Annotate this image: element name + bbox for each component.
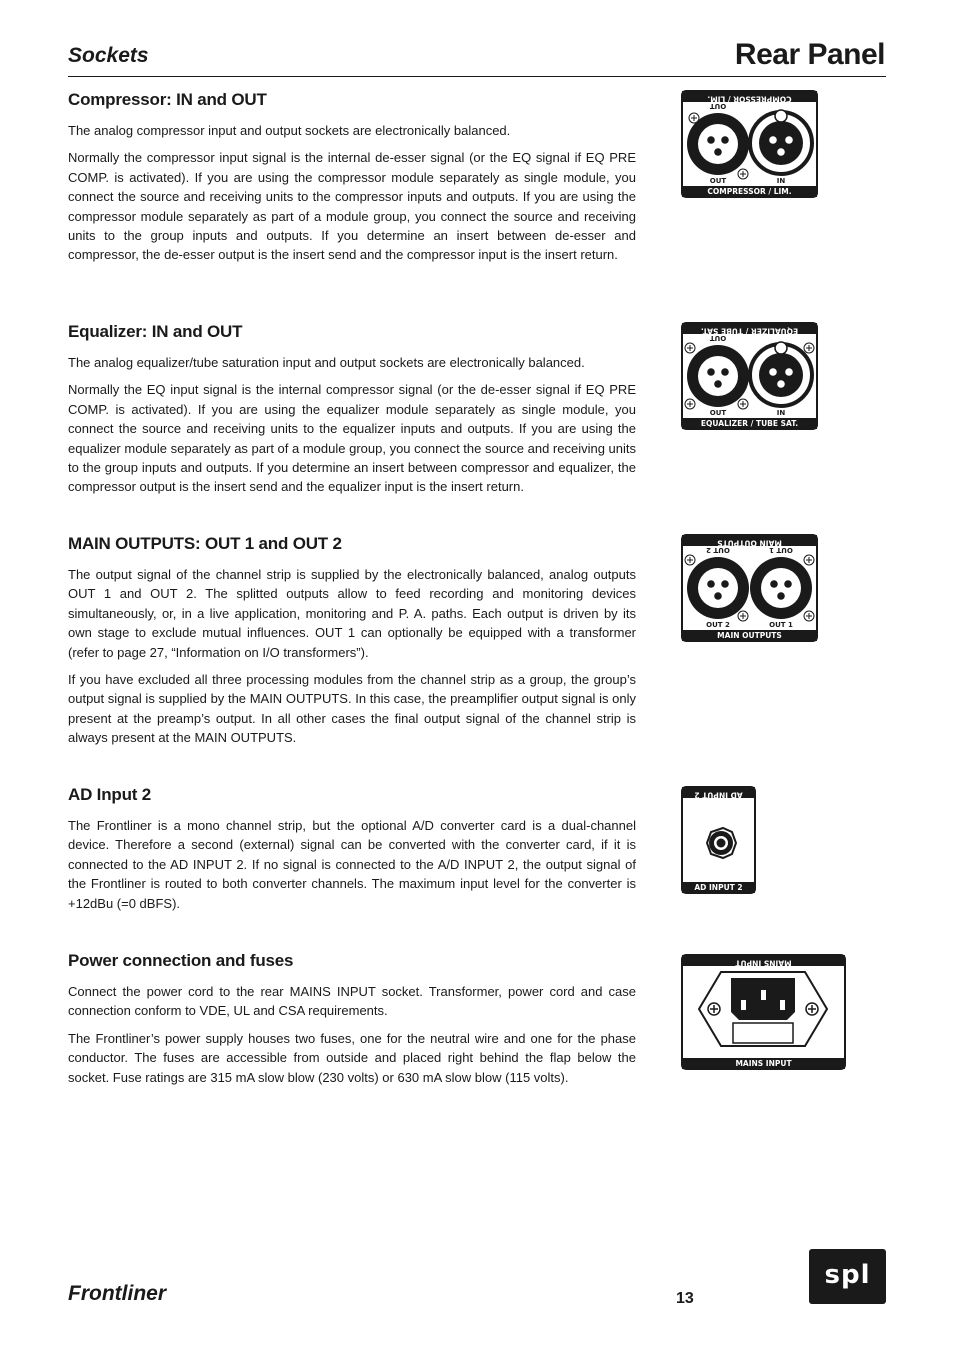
page-title: Rear Panel: [734, 38, 885, 71]
ad-input-bottom-label: AD INPUT 2: [694, 883, 743, 892]
main-outputs-top-out2-label: OUT 2: [706, 546, 730, 554]
power-para-2: The Frontliner’s power supply houses two fuses, one for the neutral wire and one for the phase conductor. The fuses are accessible from outside and placed right behind the flap below the socket. Fuse ratings are 315 mA slow blow (230 volts) or 630 mA slow blow (115 volts).: [68, 1030, 636, 1085]
section-title: Sockets: [68, 44, 149, 67]
main-outputs-top-out1-label: OUT 1: [769, 546, 793, 554]
compressor-heading: Compressor: IN and OUT: [68, 90, 267, 109]
spl-logo: [809, 1249, 886, 1304]
spl-logo-text: spl: [824, 1260, 871, 1290]
product-name: Frontliner: [68, 1282, 166, 1305]
main-outputs-para-2: If you have excluded all three processing modules from the channel strip as a group, the group’s output signal is supplied by the MAIN OUTPUTS. In this case, the preamplifier output signal is only present at the preamp’s output. In all other cases the final output signal of the channel strip is always present at the MAIN OUTPUTS.: [68, 672, 636, 746]
power-para-1: Connect the power cord to the rear MAINS INPUT socket. Transformer, power cord and case connection conform to VDE, UL and CSA requirements.: [68, 984, 636, 1019]
main-outputs-para-1: The output signal of the channel strip is supplied by the electronically balanced, analog outputs OUT 1 and OUT 2. The splitted outputs allow to feed recording and monitoring devices simultaneously, or, in a live application, monitoring and P. A. paths. Each output is driven by its own stage to exclude mutual influences. OUT 1 can optionally be equipped with a transformer (refer to page 27, “Information on I/O transformers”).: [68, 567, 636, 660]
compressor-top-label: COMPRESSOR / LIM.: [707, 94, 792, 104]
main-outputs-top-label: MAIN OUTPUTS: [717, 538, 782, 548]
equalizer-in-label: IN: [776, 409, 786, 417]
main-outputs-section: [68, 534, 636, 756]
main-outputs-out1-label: OUT 1: [769, 621, 793, 629]
equalizer-bottom-label: EQUALIZER / TUBE SAT.: [700, 419, 799, 428]
ad-input-top-label: AD INPUT 2: [694, 790, 743, 800]
mains-bottom-label: MAINS INPUT: [735, 1059, 792, 1068]
mains-input-panel-figure: [681, 954, 846, 1070]
ad-input-para-1: The Frontliner is a mono channel strip, but the optional A/D converter card is a dual-channel device. Therefore a second (external) signal can be converted with the converter card, if it is connected to the AD INPUT 2. If no signal is connected to the A/D INPUT 2, the output signal of the Frontliner is routed to both converter channels. The maximum input level for the converter is +12dBu (=0 dBFS).: [68, 818, 636, 911]
equalizer-para-2: Normally the EQ input signal is the internal compressor signal (or the de-esser signal if EQ PRE COMP. is activated). If you are using the equalizer module separately as single module, you connect the source and receiving units to the equalizer inputs and outputs. If you are using the equalizer module separately as part of a module group, you connect the source and receiving units to the group inputs and outputs. If you determine an insert between compressor and equalizer, the compressor output is the insert send and the equalizer input is the insert return.: [68, 382, 637, 495]
main-outputs-out2-label: OUT 2: [706, 621, 730, 629]
main-outputs-bottom-label: MAIN OUTPUTS: [717, 631, 782, 640]
equalizer-para-1: The analog equalizer/tube saturation input and output sockets are electronically balanced.: [68, 355, 585, 370]
ad-input-heading: AD Input 2: [68, 785, 151, 804]
compressor-para-1: The analog compressor input and output sockets are electronically balanced.: [68, 123, 511, 138]
equalizer-out-label: OUT: [709, 409, 727, 417]
compressor-bottom-label: COMPRESSOR / LIM.: [707, 187, 792, 196]
compressor-out-label: OUT: [709, 177, 727, 185]
ad-input-panel-figure: [681, 786, 756, 894]
compressor-section: [68, 90, 636, 273]
main-outputs-panel-figure: [681, 534, 818, 642]
compressor-top-left-label: OUT: [709, 102, 727, 110]
compressor-panel-figure: [681, 90, 818, 198]
compressor-para-2: Normally the compressor input signal is the internal de-esser signal (or the EQ signal if EQ PRE COMP. is activated). If you are using the compressor module separately as single module, you connect the source and receiving units to the compressor inputs and outputs. If you are using the compressor module separately as part of a module group, you connect the source and receiving units to the group inputs and outputs. If you determine an insert between de-esser and compressor, the de-esser output is the insert send and the compressor input is the insert return.: [68, 150, 636, 263]
compressor-in-label: IN: [776, 177, 786, 185]
page-number: 13: [676, 1290, 694, 1307]
mains-top-label: MAINS INPUT: [735, 958, 792, 968]
equalizer-heading: Equalizer: IN and OUT: [68, 322, 243, 341]
power-heading: Power connection and fuses: [68, 951, 294, 970]
main-outputs-heading: MAIN OUTPUTS: OUT 1 and OUT 2: [68, 534, 342, 553]
equalizer-panel-figure: [681, 322, 818, 430]
equalizer-top-label: EQUALIZER / TUBE SAT.: [700, 326, 799, 336]
power-section: [68, 951, 636, 1095]
header-rule: [68, 76, 886, 77]
equalizer-section: [68, 322, 636, 505]
spl-logo-mark: [809, 1249, 886, 1304]
equalizer-top-left-label: OUT: [709, 334, 727, 342]
ad-input-section: [68, 785, 636, 921]
